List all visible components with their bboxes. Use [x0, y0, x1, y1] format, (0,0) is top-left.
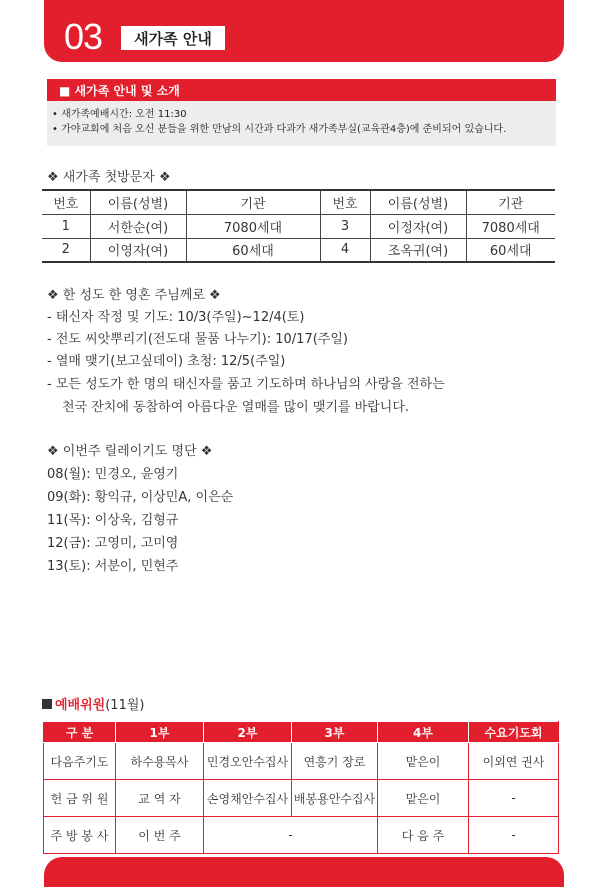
- col-header: 2부: [204, 722, 292, 743]
- cell: 교 역 자: [116, 780, 204, 817]
- col-header: 구 분: [44, 722, 116, 743]
- cell: 이정자(여): [370, 214, 466, 238]
- table-row: [44, 817, 559, 854]
- cell: 배봉용안수집사: [292, 780, 378, 817]
- section-title: 새가족 안내: [121, 26, 225, 50]
- relay-line: 08(월): 민경오, 윤영기: [47, 467, 179, 482]
- soul-title: ❖ 한 성도 한 영혼 주님께로 ❖: [47, 288, 221, 303]
- relay-line: 09(화): 황익규, 이상민A, 이은순: [47, 490, 234, 505]
- cell: 하수용목사: [116, 743, 204, 780]
- col-header: 기관: [466, 190, 555, 214]
- cell: 다음주기도: [44, 743, 116, 780]
- cell: 4: [320, 238, 370, 262]
- visitors-title: ❖ 새가족 첫방문자 ❖: [47, 170, 171, 185]
- cell: 60세대: [186, 238, 320, 262]
- col-header: 번호: [42, 190, 90, 214]
- cell: -: [469, 780, 559, 817]
- table-header-row: [44, 722, 559, 743]
- soul-line: 천국 잔치에 동참하여 아름다운 열매를 많이 맺기를 바랍니다.: [62, 400, 410, 415]
- table-row: [42, 238, 555, 262]
- relay-line: 13(토): 서분이, 민현주: [47, 559, 179, 574]
- col-header: 이름(성별): [90, 190, 186, 214]
- staff-title-text: 예배위원: [55, 698, 106, 713]
- col-header: 번호: [320, 190, 370, 214]
- cell: 3: [320, 214, 370, 238]
- cell: 이영자(여): [90, 238, 186, 262]
- cell: 서한순(여): [90, 214, 186, 238]
- staff-title: [42, 694, 144, 713]
- soul-line: - 열매 맺기(보고싶데이) 초청: 12/5(주일): [47, 354, 286, 369]
- intro-line: • 가야교회에 처음 오신 분들을 위한 만남의 시간과 다과가 새가족부실(교육관4층)에 준비되어 있습니다.: [52, 124, 507, 135]
- cell: 7080세대: [186, 214, 320, 238]
- cell: 헌 금 위 원: [44, 780, 116, 817]
- table-row: [44, 743, 559, 780]
- relay-line: 11(목): 이상욱, 김형규: [47, 513, 179, 528]
- cell: 조옥귀(여): [370, 238, 466, 262]
- col-header: 4부: [378, 722, 469, 743]
- staff-table: [43, 721, 559, 854]
- cell: 민경오안수집사: [204, 743, 292, 780]
- relay-title: ❖ 이번주 릴레이기도 명단 ❖: [47, 444, 213, 459]
- intro-heading: ■ 새가족 안내 및 소개: [47, 79, 556, 101]
- cell: 60세대: [466, 238, 555, 262]
- soul-line: - 전도 씨앗뿌리기(전도대 물품 나누기): 10/17(주일): [47, 332, 348, 347]
- footer-band: [44, 857, 564, 887]
- relay-line: 12(금): 고영미, 고미영: [47, 536, 179, 551]
- cell: 주 방 봉 사: [44, 817, 116, 854]
- soul-line: - 모든 성도가 한 명의 태신자를 품고 기도하며 하나님의 사랑을 전하는: [47, 377, 445, 392]
- cell: 7080세대: [466, 214, 555, 238]
- cell: 연흥기 장로: [292, 743, 378, 780]
- cell: 1: [42, 214, 90, 238]
- col-header: 3부: [292, 722, 378, 743]
- cell: 이외연 권사: [469, 743, 559, 780]
- visitors-table: [42, 189, 555, 263]
- cell: 손영채안수집사: [204, 780, 292, 817]
- square-icon: [42, 699, 52, 709]
- section-number: 03: [64, 16, 103, 57]
- cell: -: [469, 817, 559, 854]
- col-header: 1부: [116, 722, 204, 743]
- table-row: [44, 780, 559, 817]
- cell: -: [204, 817, 378, 854]
- soul-line: - 태신자 작정 및 기도: 10/3(주일)~12/4(토): [47, 310, 305, 325]
- cell: 다 음 주: [378, 817, 469, 854]
- table-header-row: [42, 190, 555, 214]
- cell: 이 번 주: [116, 817, 204, 854]
- cell: 2: [42, 238, 90, 262]
- staff-month: (11월): [105, 698, 145, 713]
- col-header: 수요기도회: [469, 722, 559, 743]
- intro-box: [47, 101, 556, 146]
- col-header: 이름(성별): [370, 190, 466, 214]
- col-header: 기관: [186, 190, 320, 214]
- cell: 맡은이: [378, 780, 469, 817]
- table-row: [42, 214, 555, 238]
- intro-line: • 새가족예배시간: 오전 11:30: [52, 109, 187, 120]
- cell: 맡은이: [378, 743, 469, 780]
